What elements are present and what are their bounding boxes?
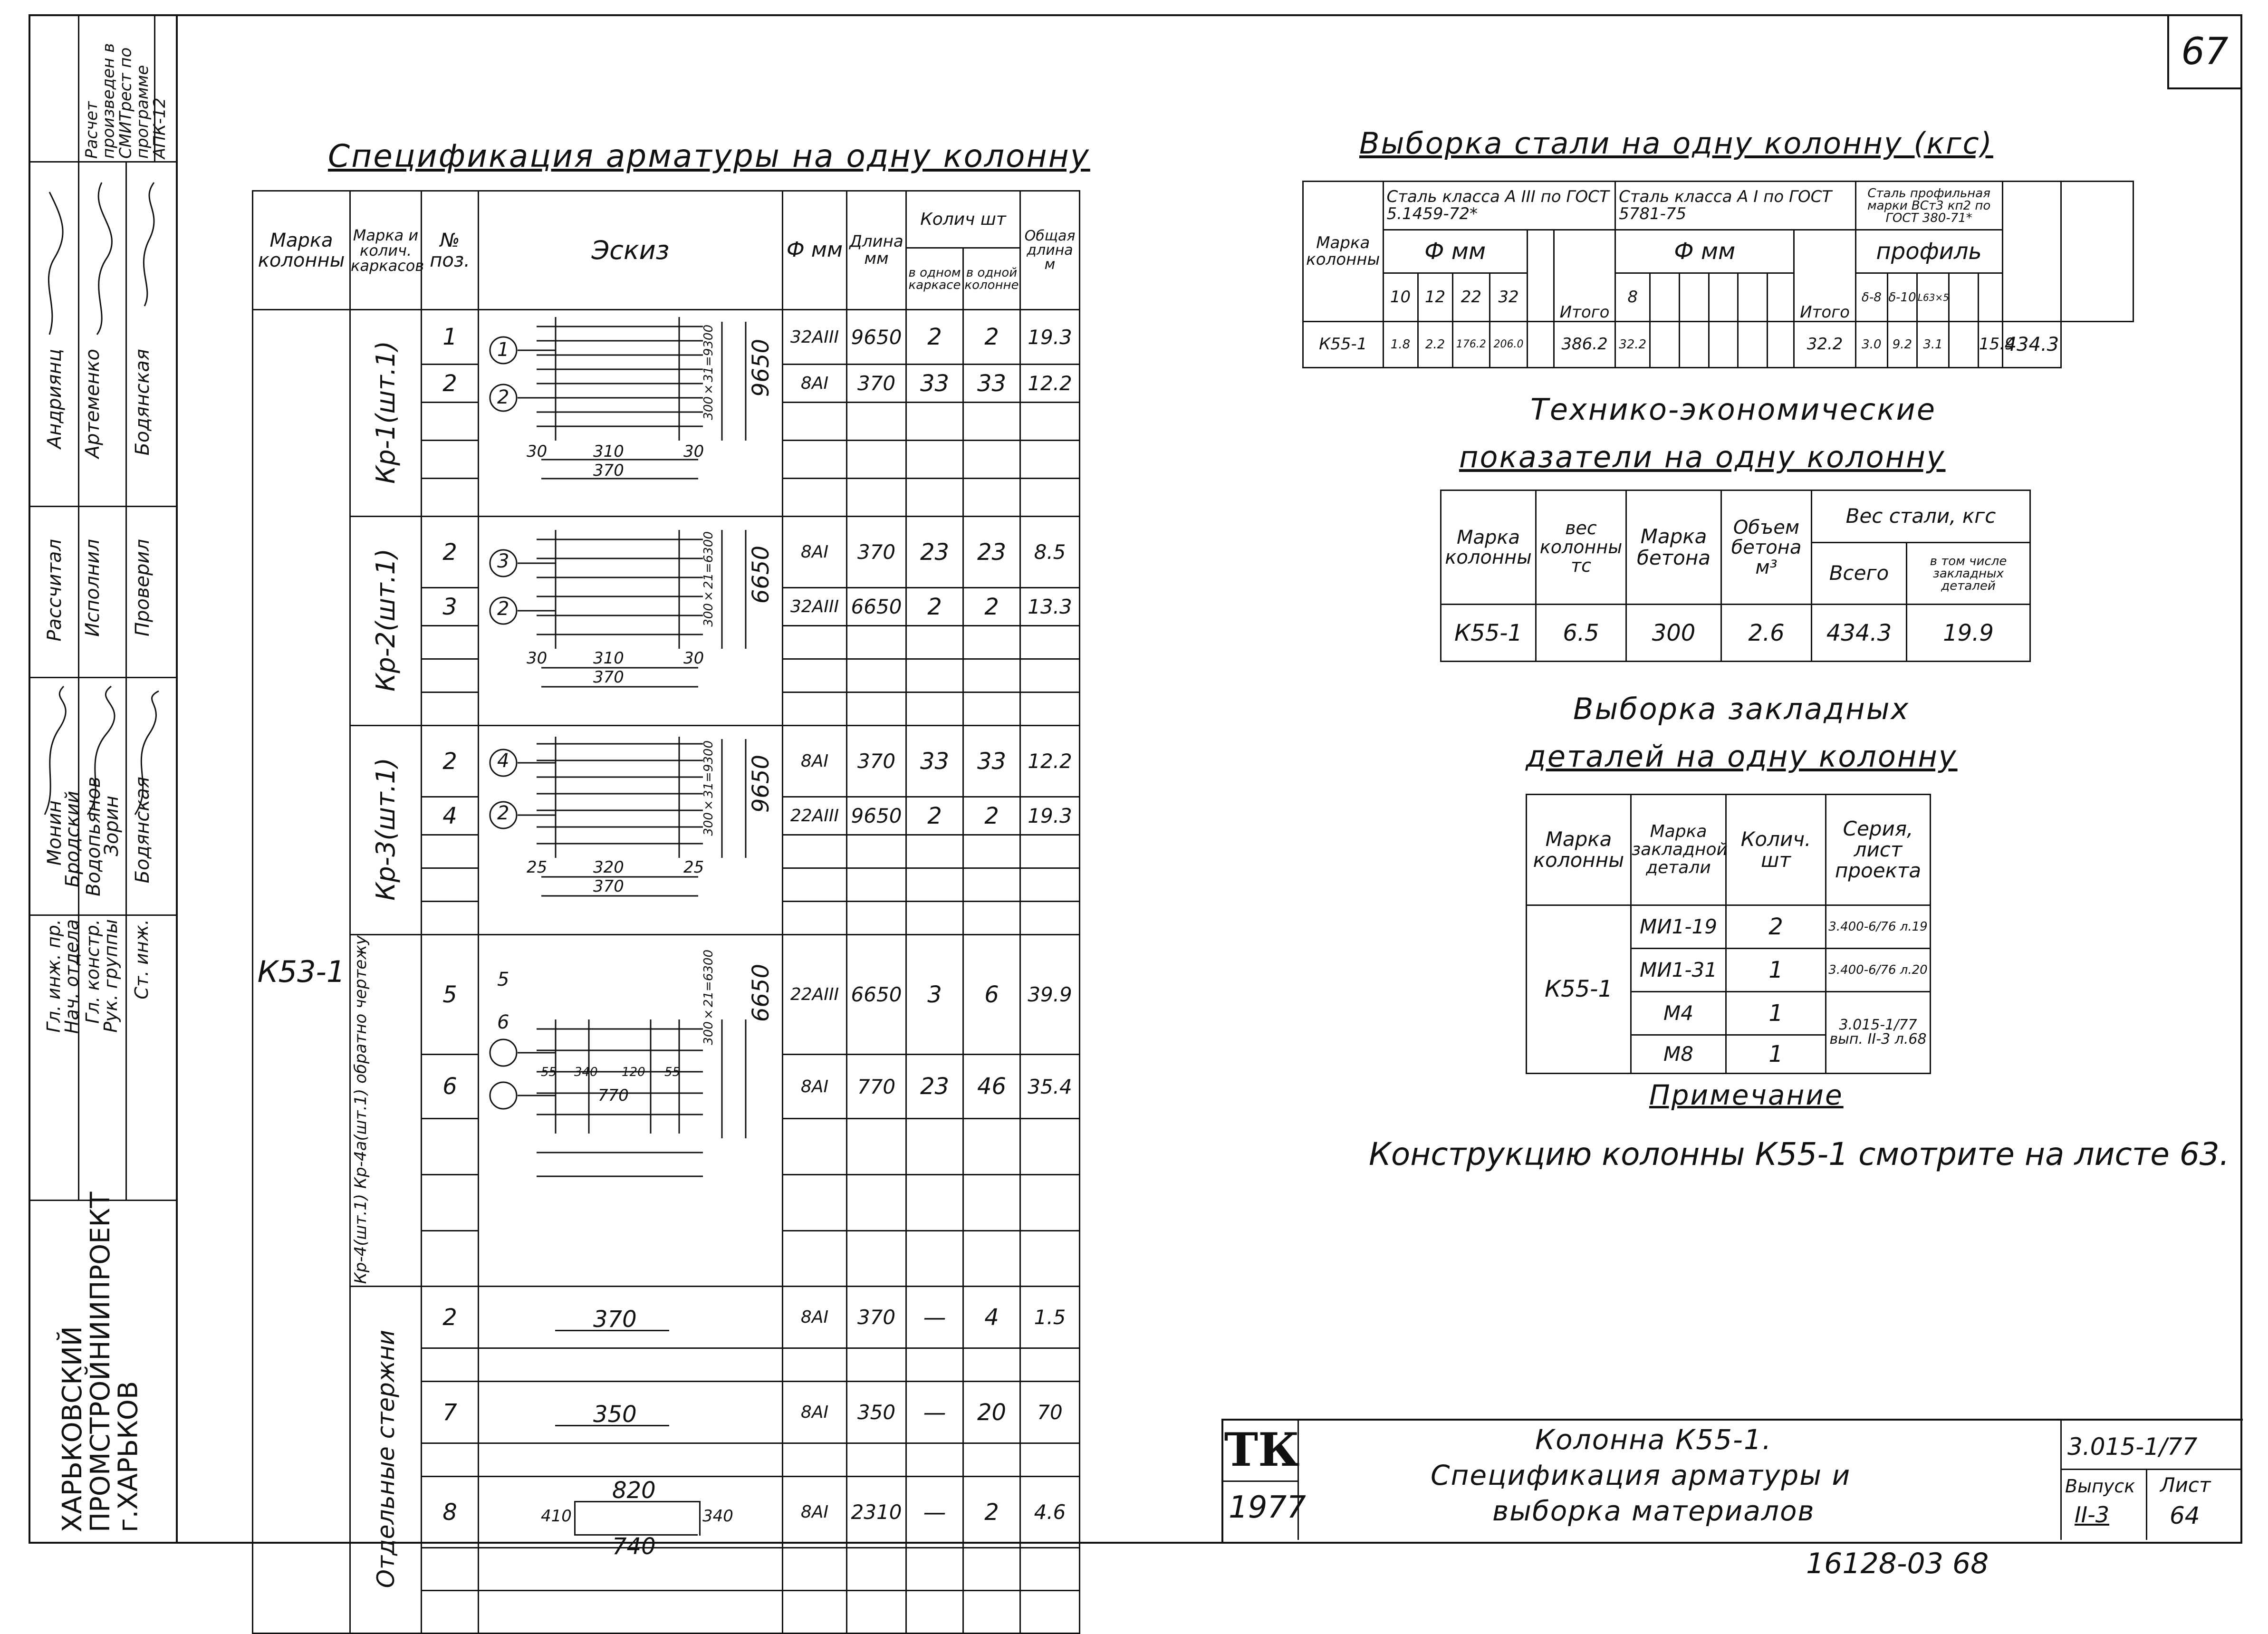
sketch-dim: 30 — [527, 649, 548, 668]
spec-row-qf: — — [906, 1287, 963, 1348]
spec-row-qc: 2 — [963, 588, 1020, 626]
sketch-side: 300×31=9300 — [702, 740, 716, 836]
bar-left: 410 — [541, 1507, 572, 1526]
spec-row-pos: 2 — [422, 517, 479, 588]
spec-row-dia: 8AI — [783, 1382, 847, 1443]
bar-sketch — [479, 1287, 783, 1348]
sketch-mark: 4 — [497, 750, 509, 772]
bar-sketch — [479, 1382, 783, 1443]
sketch-mark: 3 — [497, 550, 509, 572]
spec-h-sketch: Эскиз — [479, 191, 783, 310]
embedded-table — [1526, 794, 1931, 1074]
sketch-kr2 — [479, 517, 783, 726]
steel-v22: 176.2 — [1452, 322, 1490, 368]
spec-row-dia: 8AI — [783, 1287, 847, 1348]
steel-sub-32: 32 — [1490, 273, 1528, 322]
spec-row-len: 350 — [847, 1382, 906, 1443]
spec-row-qc: 23 — [963, 517, 1020, 588]
spec-column-mark: К53-1 — [253, 310, 350, 1634]
stamp-name-4: Зорин — [101, 796, 123, 856]
spec-row-total: 12.2 — [1020, 365, 1080, 403]
tech-h-steel: Вес стали, кгс — [1812, 490, 2030, 543]
steel-h-class3: Сталь класса A III по ГОСТ 5.1459-72* — [1383, 182, 1615, 230]
steel-h-dia3: Ф мм — [1383, 230, 1527, 273]
spec-row-qc: 20 — [963, 1382, 1020, 1443]
spec-row-len: 6650 — [847, 935, 906, 1055]
spec-row-total: 4.6 — [1020, 1477, 1080, 1548]
tech-h-volume: Объем бетона м³ — [1721, 490, 1812, 605]
note-title: Примечание — [1649, 1079, 1844, 1111]
spec-row-dia: 8AI — [783, 1055, 847, 1119]
spec-h-qty-frame: в одном каркасе — [906, 248, 963, 310]
sketch-dim: 310 — [593, 442, 624, 461]
spec-row-len: 6650 — [847, 588, 906, 626]
embedded-mark: МИ1-19 — [1631, 905, 1726, 948]
spec-row-qf: 2 — [906, 588, 963, 626]
steel-p10: 9.2 — [1888, 322, 1917, 368]
signatures-upper — [30, 163, 178, 344]
spec-row-qf: 3 — [906, 935, 963, 1055]
steel-h-itogo3: Итого — [1554, 230, 1615, 322]
tech-concrete: 300 — [1626, 605, 1721, 662]
steel-itogo1: 32.2 — [1794, 322, 1855, 368]
steel-h-profile: Сталь профильная марки ВСт3 кп2 по ГОСТ 380-71* — [1855, 182, 2002, 230]
spec-row-qf: 33 — [906, 726, 963, 797]
tech-volume: 2.6 — [1721, 605, 1812, 662]
tech-title-2: показатели на одну колонну — [1459, 440, 1946, 474]
steel-row-mark: К55-1 — [1303, 322, 1384, 368]
sketch-dim: 120 — [622, 1065, 645, 1079]
spec-row-qf: 23 — [906, 517, 963, 588]
tech-table — [1440, 490, 2031, 662]
spec-row-pos: 4 — [422, 797, 479, 835]
sketch-dim: 370 — [593, 877, 624, 896]
tech-total: 434.3 — [1812, 605, 1907, 662]
stamp-role-7: Исполнил — [82, 539, 104, 637]
sketch-side: 300×21=6300 — [702, 950, 716, 1045]
spec-row-len: 370 — [847, 726, 906, 797]
tech-h-weight: вес колонны тс — [1536, 490, 1626, 605]
spec-h-len: Длина мм — [847, 191, 906, 310]
steel-p8: 3.0 — [1855, 322, 1887, 368]
sketch-mark: 6 — [497, 1011, 509, 1033]
spec-row-len: 9650 — [847, 310, 906, 365]
sketch-dim: 25 — [683, 858, 704, 877]
steel-sub-12: 12 — [1418, 273, 1452, 322]
titleblock-issue: II-3 — [2075, 1502, 2109, 1528]
titleblock-name-3: выборка материалов — [1492, 1495, 1815, 1527]
embedded-mark: М8 — [1631, 1035, 1726, 1074]
sketch-kr4 — [479, 935, 783, 1287]
tech-h-mark: Марка колонны — [1441, 490, 1536, 605]
spec-row-pos: 2 — [422, 1287, 479, 1348]
tech-h-total: Всего — [1812, 543, 1907, 605]
note-text: Конструкцию колонны К55-1 смотрите на листе 63. — [1369, 1136, 2230, 1173]
frame-kr4: Кр-4(шт.1) Кр-4а(шт.1) обратно чертежу — [350, 935, 422, 1287]
steel-sub-22: 22 — [1452, 273, 1490, 322]
spec-row-dia: 8AI — [783, 517, 847, 588]
sketch-dim: 55 — [664, 1065, 681, 1079]
bar-bottom: 740 — [612, 1533, 656, 1560]
sketch-dim: 25 — [527, 858, 548, 877]
archive-number: 16128-03 68 — [1806, 1547, 1989, 1580]
spec-row-qc: 6 — [963, 935, 1020, 1055]
sketch-height: 9650 — [748, 339, 774, 397]
spec-row-pos: 7 — [422, 1382, 479, 1443]
titleblock-name-2: Спецификация арматуры и — [1431, 1459, 1851, 1491]
spec-row-dia: 8AI — [783, 365, 847, 403]
spec-row-pos: 6 — [422, 1055, 479, 1119]
spec-row-qc: 46 — [963, 1055, 1020, 1119]
steel-sub-d10: δ-10 — [1888, 273, 1917, 322]
spec-row-qc: 2 — [963, 797, 1020, 835]
spec-row-qf: 23 — [906, 1055, 963, 1119]
tech-title-1: Технико-экономические — [1530, 392, 1936, 427]
spec-row-total: 12.2 — [1020, 726, 1080, 797]
frame-kr2: Кр-2(шт.1) — [350, 517, 422, 726]
spec-h-dia: Ф мм — [783, 191, 847, 310]
spec-row-dia: 22AIII — [783, 797, 847, 835]
frame-separate: Отдельные стержни — [350, 1287, 422, 1634]
spec-h-qty: Колич шт — [906, 191, 1020, 248]
sketch-dim: 55 — [541, 1065, 557, 1079]
sketch-dim: 370 — [593, 461, 624, 480]
stamp-role-1: Гл. инж. пр. — [43, 919, 64, 1033]
sketch-dim: 370 — [593, 668, 624, 687]
embedded-series: 3.015-1/77 вып. II-3 л.68 — [1826, 991, 1931, 1073]
spec-row-total: 70 — [1020, 1382, 1080, 1443]
titleblock-issue-label: Выпуск — [2065, 1476, 2135, 1497]
spec-row-len: 370 — [847, 365, 906, 403]
embedded-mark: М4 — [1631, 991, 1726, 1035]
sketch-dim: 320 — [593, 858, 624, 877]
sketch-side: 300×21=6300 — [702, 531, 716, 627]
steel-sub-10: 10 — [1383, 273, 1418, 322]
spec-row-qf: 2 — [906, 310, 963, 365]
stamp-name-2: Бродский — [62, 791, 84, 888]
sketch-side: 300×31=9300 — [702, 325, 716, 420]
embedded-series: 3.400-6/76 л.20 — [1826, 948, 1931, 991]
frame-sketch-kr3 — [480, 730, 782, 929]
stamp-role-5: Ст. инж. — [131, 919, 152, 1000]
stamp-name-7: Артеменко — [82, 349, 104, 459]
spec-row-dia: 8AI — [783, 726, 847, 797]
stamp-org: ХАРЬКОВСКИЙ ПРОМСТРОЙНИИПРОЕКТ г.ХАРЬКОВ — [57, 1192, 144, 1532]
embedded-qty: 1 — [1726, 991, 1826, 1035]
spec-h-mark: Марка колонны — [253, 191, 350, 310]
tech-mark: К55-1 — [1441, 605, 1536, 662]
stamp-name-6: Андриянц — [44, 349, 66, 449]
sketch-dim: 770 — [598, 1086, 629, 1105]
frame-sketch-kr2 — [480, 520, 782, 720]
steel-h-dia1: Ф мм — [1615, 230, 1794, 273]
sketch-mark: 5 — [497, 969, 509, 990]
sketch-mark: 1 — [497, 339, 509, 361]
embedded-title-2: деталей на одну колонну — [1526, 739, 1958, 774]
frame-sketch-kr1 — [480, 312, 782, 512]
stamp-calc-note: Расчет произведен в СМИТрест по программе АПК-12 — [82, 43, 169, 159]
stamp-role-6: Рассчитал — [44, 539, 66, 642]
bar-label: 350 — [593, 1401, 637, 1428]
sketch-height: 9650 — [748, 755, 774, 813]
spec-row-qc: 4 — [963, 1287, 1020, 1348]
steel-v8: 32.2 — [1615, 322, 1650, 368]
embedded-title-1: Выборка закладных — [1573, 692, 1910, 726]
sketch-dim: 30 — [683, 442, 704, 461]
spec-row-qc: 33 — [963, 726, 1020, 797]
bar-right: 340 — [702, 1507, 733, 1526]
spec-row-total: 19.3 — [1020, 310, 1080, 365]
spec-row-len: 370 — [847, 1287, 906, 1348]
tech-incl: 19.9 — [1907, 605, 2030, 662]
spec-row-total: 39.9 — [1020, 935, 1080, 1055]
signatures-lower — [30, 682, 178, 824]
steel-sub-8: 8 — [1615, 273, 1650, 322]
embedded-mark: МИ1-31 — [1631, 948, 1726, 991]
tech-h-incl: в том числе закладных деталей — [1907, 543, 2030, 605]
spec-row-total: 1.5 — [1020, 1287, 1080, 1348]
steel-v10: 1.8 — [1383, 322, 1418, 368]
spec-row-qc: 2 — [963, 1477, 1020, 1548]
sketch-dim: 30 — [527, 442, 548, 461]
embedded-h-col: Марка колонны — [1527, 795, 1631, 905]
page-number: 67 — [2167, 14, 2242, 89]
steel-h-class1: Сталь класса A I по ГОСТ 5781-75 — [1615, 182, 1856, 230]
titleblock-sheet-label: Лист — [2160, 1473, 2211, 1497]
embedded-qty: 2 — [1726, 905, 1826, 948]
spec-row-qf: — — [906, 1477, 963, 1548]
bar-label: 370 — [593, 1306, 637, 1333]
spec-row-pos: 5 — [422, 935, 479, 1055]
sketch-mark: 2 — [497, 802, 509, 824]
steel-h-profile-label: профиль — [1855, 230, 2002, 273]
steel-h-mark: Марка колонны — [1303, 182, 1384, 322]
spec-row-len: 9650 — [847, 797, 906, 835]
steel-table — [1302, 181, 2134, 368]
spec-row-dia: 32AIII — [783, 310, 847, 365]
spec-row-qf: 33 — [906, 365, 963, 403]
sketch-height: 6650 — [748, 546, 774, 604]
spec-row-qc: 2 — [963, 310, 1020, 365]
logo — [1224, 1421, 1300, 1478]
stamp-role-4: Рук. группы — [100, 919, 121, 1033]
spec-row-qf: — — [906, 1382, 963, 1443]
titleblock-sheet: 64 — [2170, 1502, 2200, 1529]
embedded-h-qty: Колич. шт — [1726, 795, 1826, 905]
sketch-height: 6650 — [748, 964, 774, 1022]
sketch-kr1 — [479, 310, 783, 517]
embedded-h-series: Серия, лист проекта — [1826, 795, 1931, 905]
steel-title: Выборка стали на одну колонну (кгс) — [1359, 126, 1993, 161]
spec-h-qty-col: в одной колонне — [963, 248, 1020, 310]
titleblock-name-1: Колонна К55-1. — [1535, 1423, 1772, 1456]
titleblock-year: 1977 — [1229, 1490, 1306, 1525]
steel-sub-d8: δ-8 — [1855, 273, 1887, 322]
spec-title: Спецификация арматуры на одну колонну — [328, 138, 1090, 174]
sketch-dim: 30 — [683, 649, 704, 668]
stamp-strip — [29, 14, 178, 1544]
spec-row-total: 35.4 — [1020, 1055, 1080, 1119]
spec-h-pos: № поз. — [422, 191, 479, 310]
sketch-kr3 — [479, 726, 783, 935]
stamp-name-3: Водопьянов — [83, 777, 105, 897]
frame-sketch-kr4 — [480, 1010, 782, 1210]
sketch-dim: 340 — [574, 1065, 598, 1079]
steel-h-itogo1: Итого — [1794, 230, 1855, 322]
spec-row-len: 370 — [847, 517, 906, 588]
embedded-qty: 1 — [1726, 1035, 1826, 1074]
spec-row-total: 8.5 — [1020, 517, 1080, 588]
steel-v32: 206.0 — [1490, 322, 1528, 368]
stamp-name-1: Монин — [44, 800, 66, 866]
sketch-mark: 2 — [497, 386, 509, 408]
stamp-name-5: Бодянская — [132, 777, 154, 884]
stamp-role-8: Проверил — [132, 539, 154, 637]
embedded-column: К55-1 — [1527, 905, 1631, 1073]
spec-row-pos: 2 — [422, 726, 479, 797]
spec-row-len: 770 — [847, 1055, 906, 1119]
spec-table — [252, 190, 1080, 1634]
embedded-qty: 1 — [1726, 948, 1826, 991]
frame-kr3: Кр-3(шт.1) — [350, 726, 422, 935]
spec-row-total: 13.3 — [1020, 588, 1080, 626]
bar-sketch-bent — [479, 1477, 783, 1560]
spec-h-frame: Марка и колич. каркасов — [350, 191, 422, 310]
embedded-h-mark: Марка закладной детали — [1631, 795, 1726, 905]
steel-total: 434.3 — [2002, 322, 2061, 368]
tech-h-concrete: Марка бетона — [1626, 490, 1721, 605]
steel-v12: 2.2 — [1418, 322, 1452, 368]
spec-row-qf: 2 — [906, 797, 963, 835]
spec-row-len: 2310 — [847, 1477, 906, 1548]
spec-row-total: 19.3 — [1020, 797, 1080, 835]
tech-weight: 6.5 — [1536, 605, 1626, 662]
titleblock-series: 3.015-1/77 — [2067, 1433, 2198, 1461]
spec-row-pos: 3 — [422, 588, 479, 626]
frame-kr1: Кр-1(шт.1) — [350, 310, 422, 517]
sketch-mark: 2 — [497, 598, 509, 620]
embedded-series: 3.400-6/76 л.19 — [1826, 905, 1931, 948]
spec-row-pos: 1 — [422, 310, 479, 365]
spec-row-dia: 32AIII — [783, 588, 847, 626]
spec-row-pos: 8 — [422, 1477, 479, 1548]
stamp-role-2: Нач. отдела — [61, 919, 82, 1034]
steel-itogoP: 15.9 — [1979, 322, 2003, 368]
steel-pl: 3.1 — [1917, 322, 1949, 368]
sketch-dim: 310 — [593, 649, 624, 668]
spec-row-dia: 22AIII — [783, 935, 847, 1055]
spec-row-pos: 2 — [422, 365, 479, 403]
spec-h-total: Общая длина м — [1020, 191, 1080, 310]
logo-text: ТК — [1224, 1423, 1300, 1477]
spec-row-dia: 8AI — [783, 1477, 847, 1548]
steel-itogo3: 386.2 — [1554, 322, 1615, 368]
spec-row-qc: 33 — [963, 365, 1020, 403]
stamp-name-8: Бодянская — [132, 349, 154, 456]
stamp-role-3: Гл. констр. — [82, 919, 103, 1024]
bar-label: 820 — [612, 1477, 656, 1504]
steel-sub-angle: L63×5 — [1917, 273, 1949, 322]
